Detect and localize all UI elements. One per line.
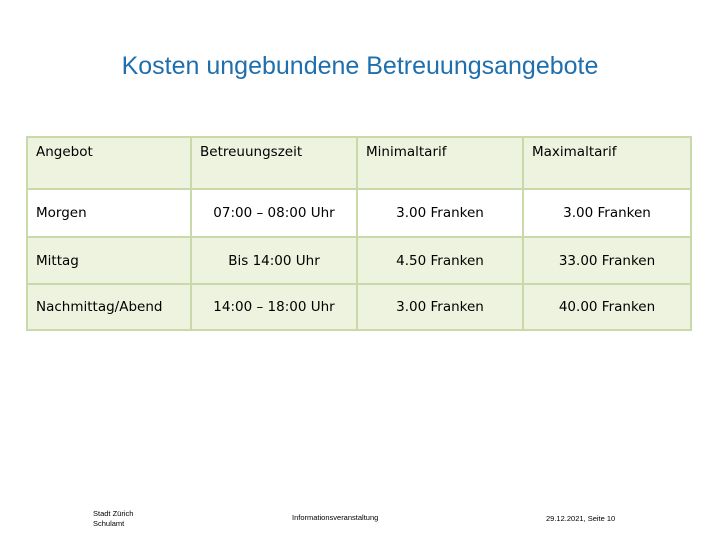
slide-title: Kosten ungebundene Betreuungsangebote [121, 52, 599, 80]
table-header-row [27, 137, 691, 189]
cell-maximaltarif: 33.00 Franken [523, 237, 691, 284]
table-row [27, 284, 691, 330]
cell-betreuungszeit: Bis 14:00 Uhr [191, 237, 357, 284]
header-betreuungszeit: Betreuungszeit [191, 137, 357, 189]
cell-angebot: Mittag [27, 237, 191, 284]
cell-angebot: Morgen [27, 189, 191, 237]
cell-minimaltarif: 3.00 Franken [357, 189, 523, 237]
cell-minimaltarif: 4.50 Franken [357, 237, 523, 284]
cell-angebot: Nachmittag/Abend [27, 284, 191, 330]
cell-maximaltarif: 3.00 Franken [523, 189, 691, 237]
footer-org-line1: Stadt Zürich [93, 509, 134, 518]
cell-betreuungszeit: 14:00 – 18:00 Uhr [191, 284, 357, 330]
footer-org-line2: Schulamt [93, 519, 125, 528]
header-angebot: Angebot [27, 137, 191, 189]
cell-maximaltarif: 40.00 Franken [523, 284, 691, 330]
footer-date-page: 29.12.2021, Seite 10 [546, 514, 616, 523]
cell-betreuungszeit: 07:00 – 08:00 Uhr [191, 189, 357, 237]
header-maximaltarif: Maximaltarif [523, 137, 691, 189]
cell-minimaltarif: 3.00 Franken [357, 284, 523, 330]
header-minimaltarif: Minimaltarif [357, 137, 523, 189]
footer-organization [93, 509, 133, 529]
table-row [27, 189, 691, 237]
cost-table [26, 136, 692, 331]
table-row [27, 237, 691, 284]
footer-event: Informationsveranstaltung [292, 513, 379, 522]
